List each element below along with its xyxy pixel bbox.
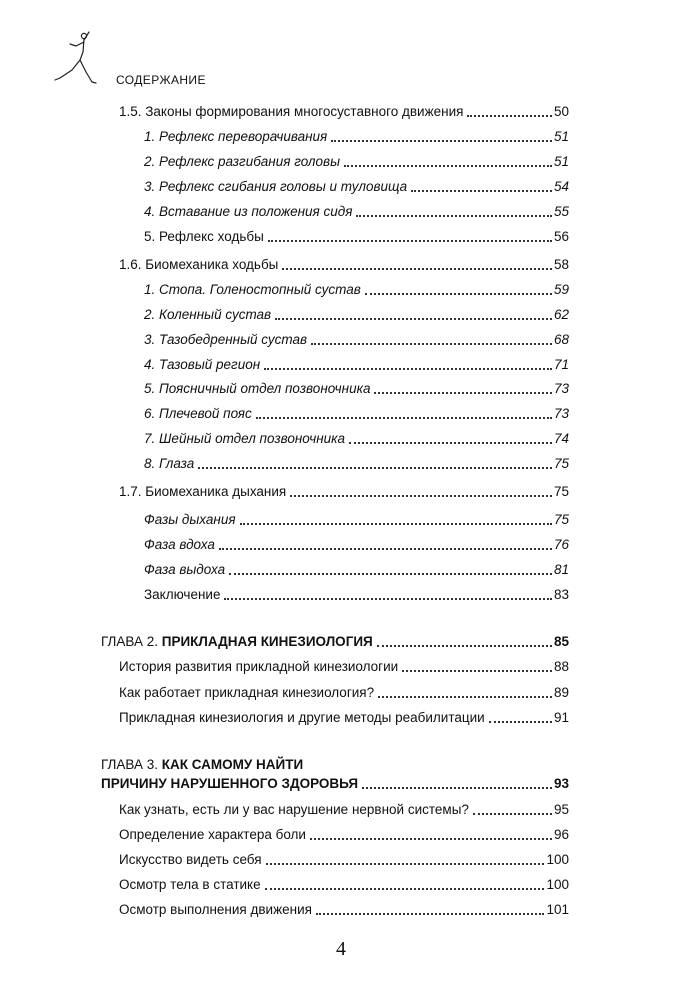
toc-entry <box>144 154 569 170</box>
toc-entry-title: Осмотр выполнения движения <box>119 902 312 917</box>
dot-leader <box>219 538 552 550</box>
dot-leader <box>377 635 552 647</box>
toc-entry <box>144 587 569 603</box>
chapter-name: ПРИЧИНУ НАРУШЕННОГО ЗДОРОВЬЯ <box>101 776 359 791</box>
dot-leader <box>275 308 552 320</box>
toc-entry <box>119 484 569 500</box>
toc-entry-title: Фазы дыхания <box>144 512 236 527</box>
dot-leader <box>265 878 545 890</box>
toc-entry <box>144 129 569 145</box>
toc-entry-title: 4. Тазовый регион <box>144 357 261 372</box>
toc-entry-title: История развития прикладной кинезиологии <box>119 659 399 674</box>
toc-entry-page: 54 <box>553 179 569 194</box>
toc-entry <box>144 512 569 528</box>
toc-entry-page: 100 <box>546 877 569 892</box>
toc-entry <box>144 431 569 447</box>
dot-leader <box>282 258 552 270</box>
toc-entry-title: 4. Вставание из положения сидя <box>144 204 353 219</box>
toc-entry-title: Фаза выдоха <box>144 562 226 577</box>
toc-entry-title: Определение характера боли <box>119 827 306 842</box>
toc-entry <box>144 229 569 245</box>
dot-leader <box>311 333 552 345</box>
toc-entry-title: Искусство видеть себя <box>119 852 262 867</box>
toc-entry <box>144 381 569 397</box>
toc-entry-page: 50 <box>553 104 569 119</box>
toc-entry-page: 89 <box>553 685 569 700</box>
toc-entry-title: 1.7. Биомеханика дыхания <box>119 484 287 499</box>
toc-entry-title: Как узнать, есть ли у вас нарушение нервной системы? <box>119 802 469 817</box>
dancer-figure-icon <box>50 30 110 90</box>
toc-entry <box>119 710 569 726</box>
toc-entry-page: 85 <box>553 634 569 649</box>
dot-leader <box>349 432 552 444</box>
toc-entry-title: Фаза вдоха <box>144 537 215 552</box>
dot-leader <box>402 660 552 672</box>
toc-entry-page: 96 <box>553 827 569 842</box>
toc-entry-page: 59 <box>553 282 569 297</box>
toc-entry <box>119 852 569 868</box>
toc-entry <box>144 179 569 195</box>
toc-entry-page: 68 <box>553 332 569 347</box>
chapter-3-heading-line2 <box>101 776 569 792</box>
dot-leader <box>256 407 552 419</box>
dot-leader <box>344 155 552 167</box>
toc-entry-page: 91 <box>553 710 569 725</box>
dot-leader <box>411 180 552 192</box>
toc-entry-title: Заключение <box>144 587 221 602</box>
toc-entry-page: 75 <box>553 484 569 499</box>
dot-leader <box>268 230 552 242</box>
toc-entry <box>119 877 569 893</box>
dot-leader <box>290 485 552 497</box>
toc-entry-title: 1.5. Законы формирования многосуставного движения <box>119 104 464 119</box>
toc-entry-page: 75 <box>553 512 569 527</box>
dot-leader <box>229 563 552 575</box>
toc-entry <box>119 902 569 918</box>
toc-entry <box>144 204 569 220</box>
toc-entry-title: 2. Рефлекс разгибания головы <box>144 154 341 169</box>
toc-entry-title: 3. Тазобедренный сустав <box>144 332 308 347</box>
page-number: 4 <box>336 938 346 960</box>
dot-leader <box>473 803 552 815</box>
dot-leader <box>331 130 552 142</box>
toc-entry-page: 101 <box>546 902 569 917</box>
toc-entry <box>144 282 569 298</box>
dot-leader <box>316 903 545 915</box>
toc-entry <box>119 104 569 120</box>
dot-leader <box>240 513 552 525</box>
toc-entry-title: 5. Рефлекс ходьбы <box>144 229 264 244</box>
dot-leader <box>489 711 552 723</box>
dot-leader <box>266 853 545 865</box>
toc-entry <box>119 827 569 843</box>
dot-leader <box>224 588 551 600</box>
chapter-name: ПРИКЛАДНАЯ КИНЕЗИОЛОГИЯ <box>161 634 373 649</box>
toc-entry <box>144 332 569 348</box>
toc-entry-page: 74 <box>553 431 569 446</box>
toc-entry-page: 55 <box>553 204 569 219</box>
dot-leader <box>310 828 552 840</box>
toc-entry-title: 1. Стопа. Голеностопный сустав <box>144 282 361 297</box>
toc-entry-title: 5. Поясничный отдел позвоночника <box>144 381 371 396</box>
toc-entry-page: 95 <box>553 802 569 817</box>
toc-entry-title: 7. Шейный отдел позвоночника <box>144 431 346 446</box>
toc-entry-page: 51 <box>553 129 569 144</box>
toc-entry <box>144 307 569 323</box>
toc-entry-title: Осмотр тела в статике <box>119 877 261 892</box>
chapter-title <box>101 634 373 650</box>
chapter-3-heading-line1 <box>101 757 303 773</box>
toc-entry <box>119 685 569 701</box>
toc-entry-page: 73 <box>553 381 569 396</box>
toc-entry-page: 76 <box>553 537 569 552</box>
toc-entry-title: Прикладная кинезиология и другие методы реабилитации <box>119 710 485 725</box>
toc-entry-title: 1. Рефлекс переворачивания <box>144 129 328 144</box>
dot-leader <box>264 358 552 370</box>
toc-entry-page: 83 <box>553 587 569 602</box>
toc-entry <box>144 537 569 553</box>
dot-leader <box>365 283 552 295</box>
toc-entry <box>144 562 569 578</box>
toc-entry <box>144 456 569 472</box>
toc-entry-page: 56 <box>553 229 569 244</box>
chapter-label: ГЛАВА 3. <box>101 757 162 772</box>
toc-entry <box>119 659 569 675</box>
page-header <box>50 30 650 90</box>
toc-entry-page: 88 <box>553 659 569 674</box>
header-title: СОДЕРЖАНИЕ <box>116 73 206 87</box>
dot-leader <box>378 686 552 698</box>
chapter-2-heading <box>101 634 569 650</box>
toc-entry-title: 1.6. Биомеханика ходьбы <box>119 257 279 272</box>
toc-entry <box>119 802 569 818</box>
chapter-name: КАК САМОМУ НАЙТИ <box>161 757 304 772</box>
toc-entry-page: 71 <box>553 357 569 372</box>
dot-leader <box>374 382 552 394</box>
toc-entry-page: 75 <box>553 456 569 471</box>
toc-entry-page: 73 <box>553 406 569 421</box>
toc-entry-page: 81 <box>553 562 569 577</box>
toc-entry-page: 62 <box>553 307 569 322</box>
toc-entry-title: Как работает прикладная кинезиология? <box>119 685 375 700</box>
dot-leader <box>356 205 552 217</box>
dot-leader <box>198 457 552 469</box>
toc-entry-title: 6. Плечевой пояс <box>144 406 252 421</box>
toc-entry-title: 2. Коленный сустав <box>144 307 272 322</box>
toc-entry-title: 8. Глаза <box>144 456 195 471</box>
dot-leader <box>467 105 552 117</box>
toc-entry-page: 100 <box>546 852 569 867</box>
toc-entry-title: 3. Рефлекс сгибания головы и туловища <box>144 179 408 194</box>
toc-entry-page: 51 <box>553 154 569 169</box>
toc-entry <box>144 357 569 373</box>
toc-entry <box>119 257 569 273</box>
dot-leader <box>362 777 552 789</box>
toc-entry <box>144 406 569 422</box>
chapter-label: ГЛАВА 2. <box>101 634 162 649</box>
toc-entry-page: 93 <box>553 776 569 791</box>
toc-entry-page: 58 <box>553 257 569 272</box>
